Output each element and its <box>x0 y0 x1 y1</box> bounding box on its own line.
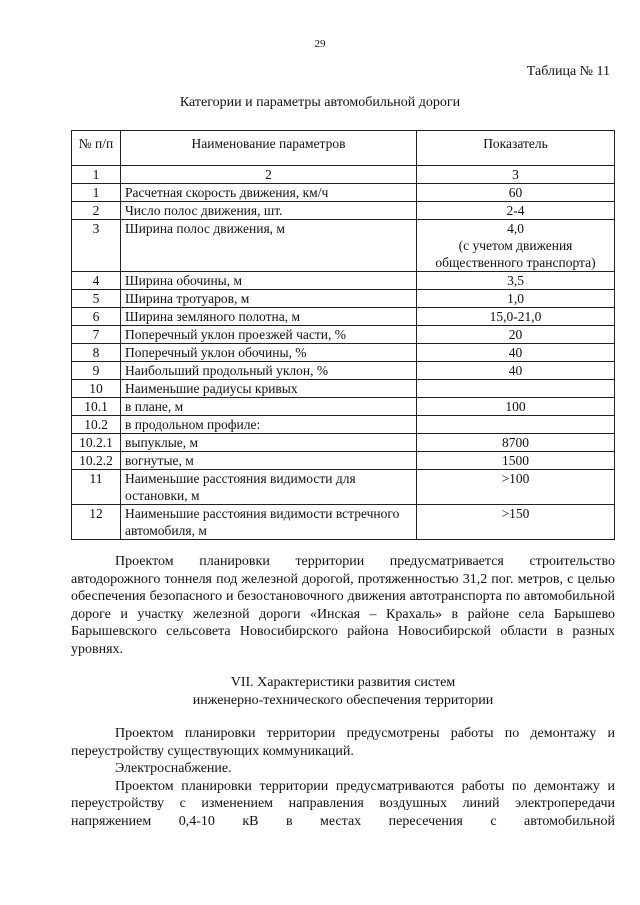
row-value: >150 <box>417 505 615 540</box>
column-number: 2 <box>121 166 417 184</box>
row-name: Ширина полос движения, м <box>121 220 417 272</box>
page-number: 29 <box>314 38 326 50</box>
paragraph-power-lines: Проектом планировки территории предусматриваются работы по демонтажу и переустройству с изменением направления воздушных линий электропередачи напряжением 0,4-10 кВ в местах пересечения с автомобильной <box>71 778 615 829</box>
row-num: 3 <box>72 220 121 272</box>
column-number: 1 <box>72 166 121 184</box>
row-name: Наибольший продольный уклон, % <box>121 362 417 380</box>
row-name: Ширина земляного полотна, м <box>121 308 417 326</box>
row-value <box>417 380 615 398</box>
header-value: Показатель <box>417 131 615 166</box>
table-row <box>72 184 615 202</box>
row-value: 1,0 <box>417 290 615 308</box>
table-title: Категории и параметры автомобильной дороги <box>179 95 461 110</box>
row-num: 10.2.2 <box>72 452 121 470</box>
row-num: 8 <box>72 344 121 362</box>
row-value: 15,0-21,0 <box>417 308 615 326</box>
row-value: 2-4 <box>417 202 615 220</box>
paragraph-electricity-heading: Электроснабжение. <box>115 761 232 776</box>
row-value: 40 <box>417 344 615 362</box>
column-number: 3 <box>417 166 615 184</box>
row-value: 100 <box>417 398 615 416</box>
section-heading <box>71 674 615 710</box>
row-num: 2 <box>72 202 121 220</box>
row-name: выпуклые, м <box>121 434 417 452</box>
row-name: Поперечный уклон обочины, % <box>121 344 417 362</box>
row-num: 7 <box>72 326 121 344</box>
table-row <box>72 505 615 540</box>
row-num: 10.2 <box>72 416 121 434</box>
row-num: 12 <box>72 505 121 540</box>
table-row <box>72 398 615 416</box>
row-name: в плане, м <box>121 398 417 416</box>
row-value: 8700 <box>417 434 615 452</box>
section-heading-line1: VII. Характеристики развития систем <box>230 675 456 690</box>
row-num: 9 <box>72 362 121 380</box>
header-name: Наименование параметров <box>121 131 417 166</box>
row-value: 40 <box>417 362 615 380</box>
table-row <box>72 470 615 505</box>
row-name: вогнутые, м <box>121 452 417 470</box>
row-name: Наименьшие расстояния видимости для остановки, м <box>121 470 417 505</box>
row-value: 60 <box>417 184 615 202</box>
paragraph-engineering <box>71 725 615 830</box>
row-num: 5 <box>72 290 121 308</box>
row-num: 4 <box>72 272 121 290</box>
table-row <box>72 416 615 434</box>
row-value: 20 <box>417 326 615 344</box>
table-row <box>72 452 615 470</box>
row-value: 1500 <box>417 452 615 470</box>
row-name: Ширина обочины, м <box>121 272 417 290</box>
table-row <box>72 220 615 272</box>
row-num: 11 <box>72 470 121 505</box>
row-name: Наименьшие радиусы кривых <box>121 380 417 398</box>
table-row <box>72 272 615 290</box>
table-label: Таблица № 11 <box>526 64 610 79</box>
table-row <box>72 326 615 344</box>
table-row <box>72 344 615 362</box>
table-row <box>72 290 615 308</box>
row-num: 10 <box>72 380 121 398</box>
paragraph-dismantling: Проектом планировки территории предусмотрены работы по демонтажу и переустройству существующих коммуникаций. <box>71 726 615 759</box>
paragraph-tunnel <box>71 553 615 658</box>
row-value: >100 <box>417 470 615 505</box>
table-row <box>72 202 615 220</box>
parameters-table <box>71 130 615 540</box>
section-heading-line2: инженерно-технического обеспечения территории <box>192 693 494 708</box>
table-row <box>72 308 615 326</box>
row-value <box>417 220 615 272</box>
row-name: Ширина тротуаров, м <box>121 290 417 308</box>
row-name: Расчетная скорость движения, км/ч <box>121 184 417 202</box>
row-num: 10.2.1 <box>72 434 121 452</box>
row-value: 3,5 <box>417 272 615 290</box>
table-row <box>72 362 615 380</box>
row-num: 1 <box>72 184 121 202</box>
row-num: 10.1 <box>72 398 121 416</box>
table-row <box>72 434 615 452</box>
row-num: 6 <box>72 308 121 326</box>
row-value-note: (с учетом движения общественного транспорта) <box>435 238 596 270</box>
row-name: Наименьшие расстояния видимости встречного автомобиля, м <box>121 505 417 540</box>
row-value <box>417 416 615 434</box>
row-name: Число полос движения, шт. <box>121 202 417 220</box>
column-number-row <box>72 166 615 184</box>
table-row <box>72 380 615 398</box>
paragraph-tunnel-text: Проектом планировки территории предусматривается строительство автодорожного тоннеля под железной дорогой, протяженностью 31,2 пог. метров, с целью обеспечения безопасного и безостановочного движения автотранспорта по автомобильной дороге и участку железной дороги «Инская – Крахаль» в районе села Барышево Барышевского сельсовета Новосибирского района Новосибирской области в разных уровнях. <box>71 554 615 657</box>
table-header-row <box>72 131 615 166</box>
row-value-main: 4,0 <box>507 221 524 236</box>
row-name: в продольном профиле: <box>121 416 417 434</box>
header-num: № п/п <box>72 131 121 166</box>
row-name: Поперечный уклон проезжей части, % <box>121 326 417 344</box>
